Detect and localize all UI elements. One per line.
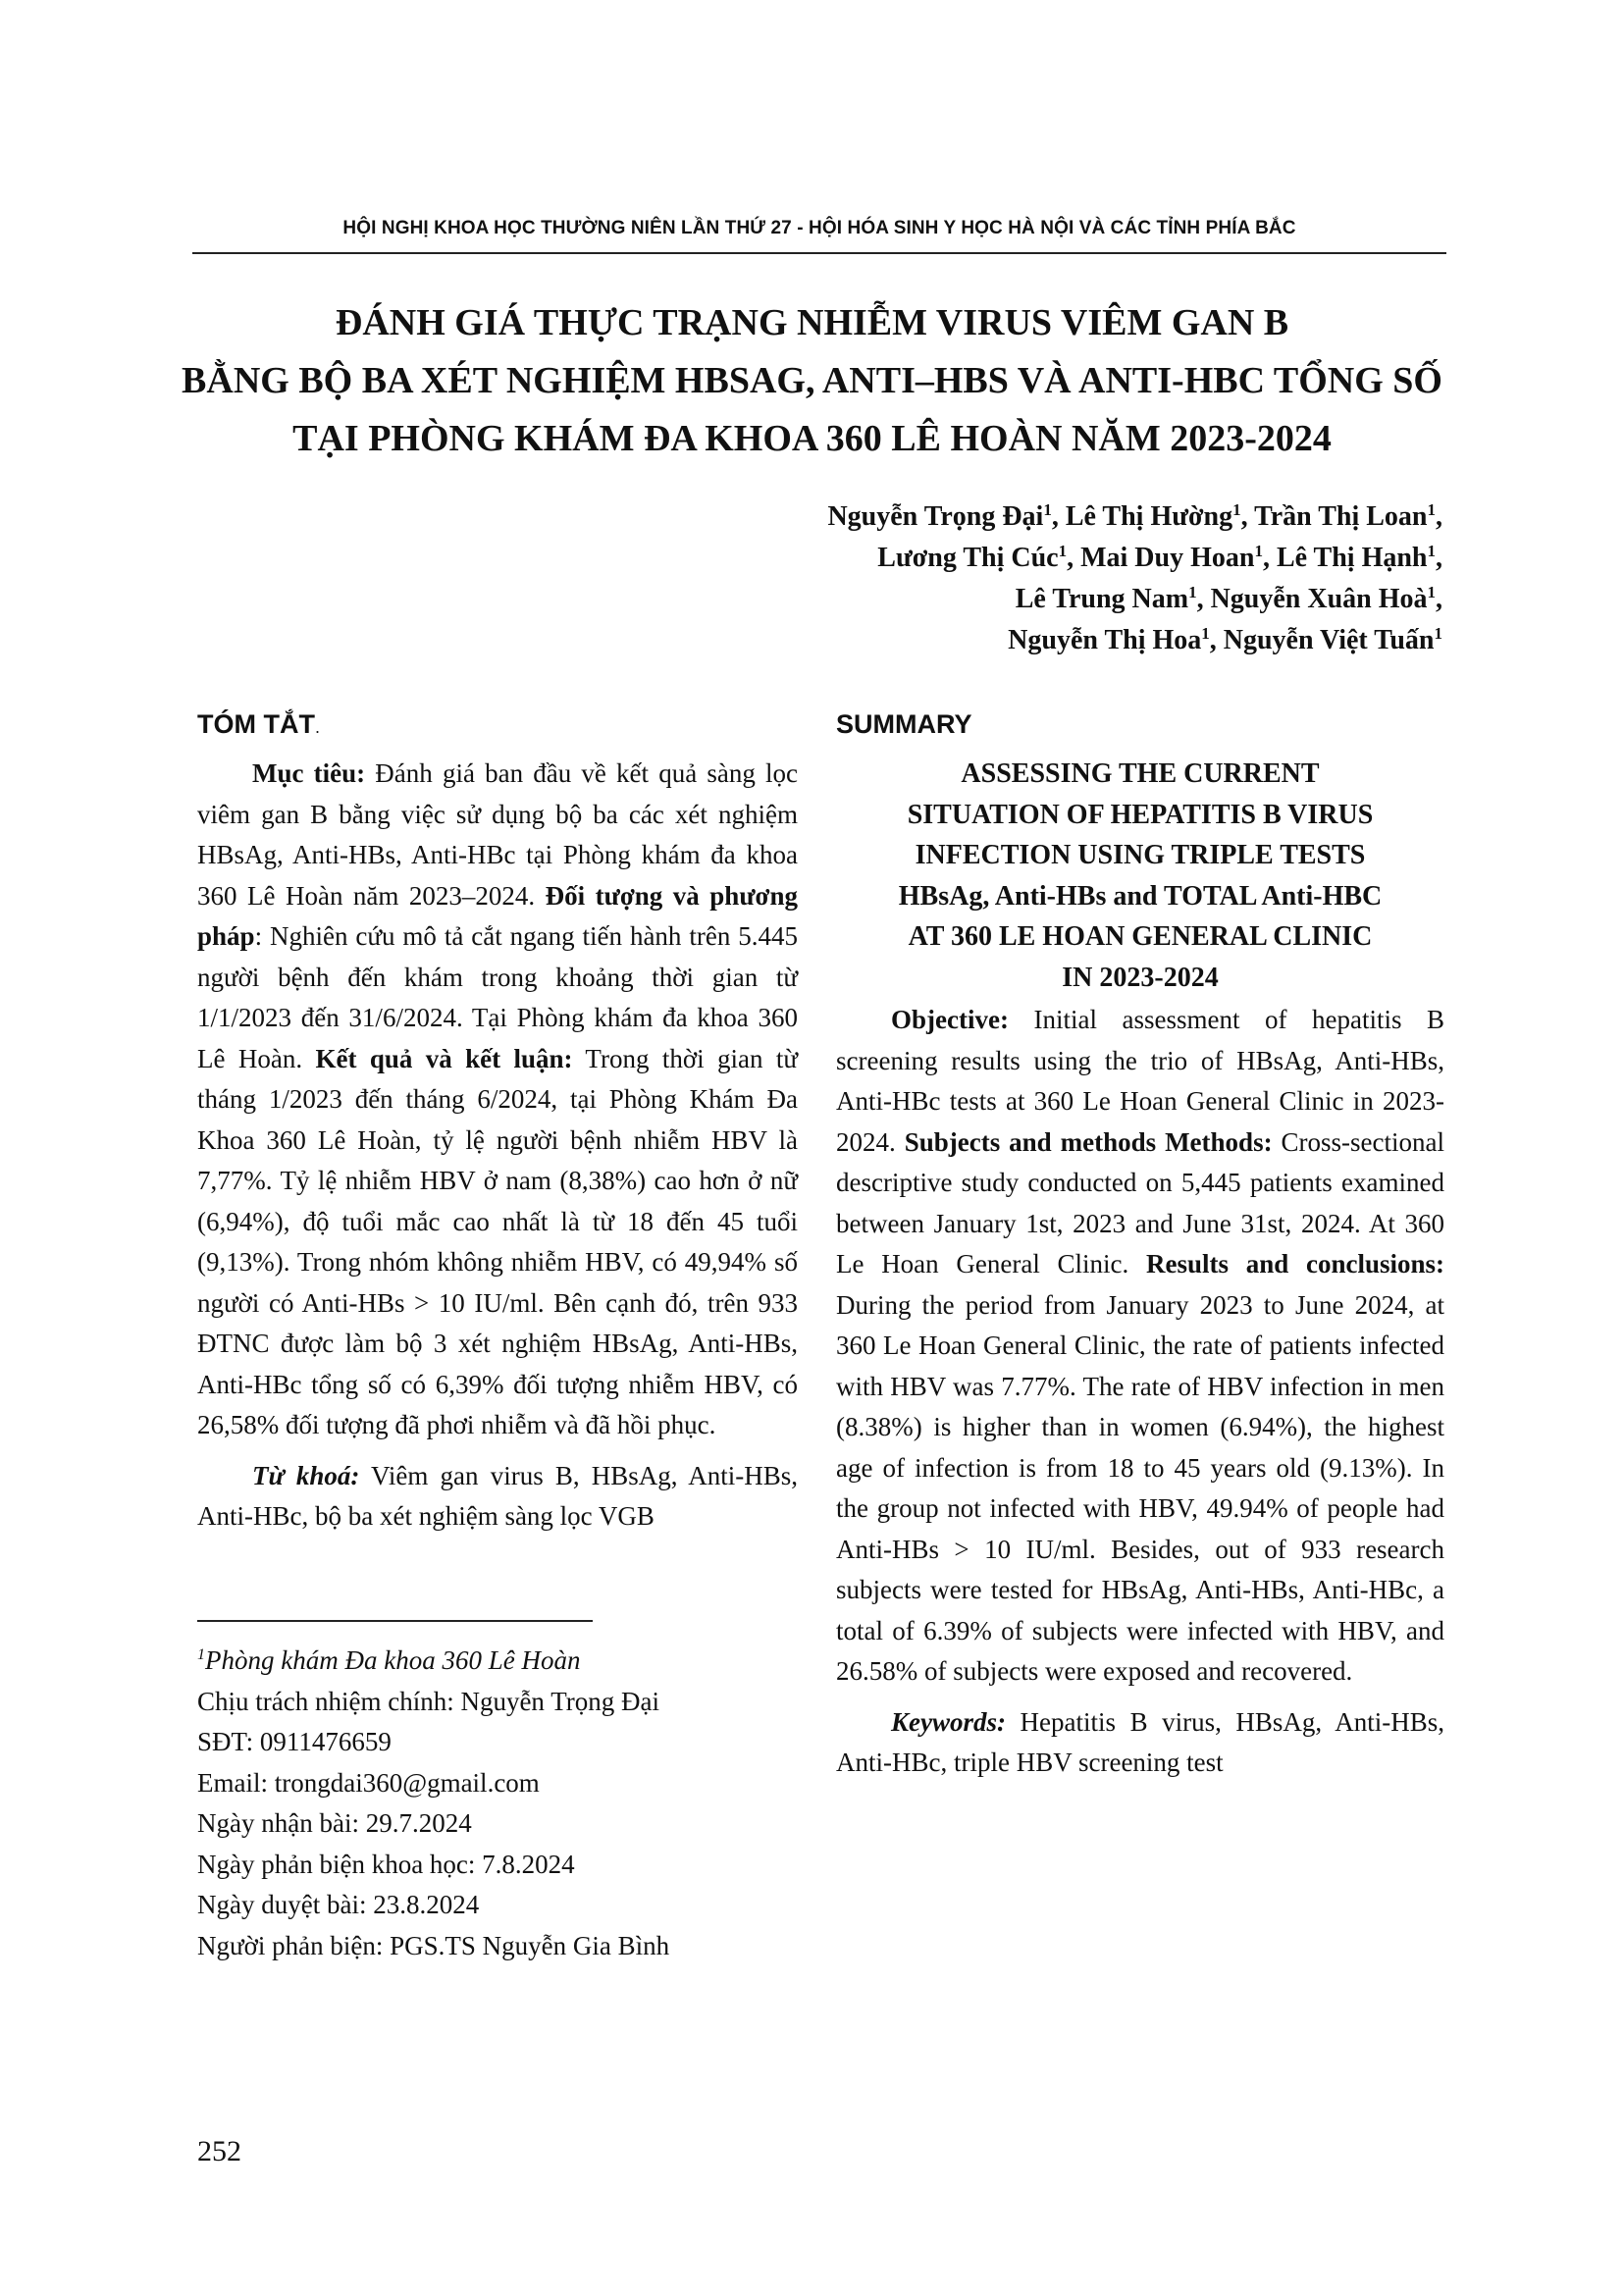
date-reviewed: Ngày phản biện khoa học: 7.8.2024 (197, 1849, 575, 1879)
english-title-line: ASSESSING THE CURRENT (961, 758, 1320, 789)
affiliation-mark: 1 (1427, 500, 1436, 519)
author-name: Mai Duy Hoan (1080, 543, 1255, 573)
author-line (827, 579, 1442, 620)
paper-title (167, 294, 1457, 468)
separator: , (1209, 625, 1217, 655)
header-divider (192, 252, 1446, 254)
affiliation-text: Phòng khám Đa khoa 360 Lê Hoàn (205, 1645, 581, 1675)
english-title (836, 754, 1444, 998)
corresponding-author: Chịu trách nhiệm chính: Nguyễn Trọng Đại (197, 1686, 659, 1716)
methods-label: Subjects and methods Methods: (904, 1126, 1273, 1157)
methods-text: : Nghiên cứu mô tả cắt ngang tiến hành trên 5.445 người bệnh đến khám trong khoảng thời gian từ 1/1/2023 đến 31/6/2024. Tại Phòng khám đa khoa 360 Lê Hoàn. (197, 921, 798, 1073)
affiliation-mark: 1 (1201, 624, 1210, 643)
affiliation-mark: 1 (197, 1646, 205, 1663)
separator: , (1262, 543, 1270, 573)
author-list (827, 496, 1442, 661)
heading-dot: . (314, 717, 320, 737)
methods-label: Đối tượng và phương pháp (197, 880, 798, 951)
affiliation-mark: 1 (1043, 500, 1052, 519)
results-label: Results and conclusions: (1146, 1249, 1444, 1278)
author-name: Nguyễn Việt Tuấn (1223, 625, 1435, 655)
english-title-line: HBsAg, Anti-HBs and TOTAL Anti-HBC (898, 880, 1383, 912)
methods-text: Cross-sectional descriptive study conducted on 5,445 patients examined between January 1st, 2023 and June 31st, 2024. At 360 Le Hoan General Clinic. (836, 1126, 1444, 1278)
author-line (827, 496, 1442, 538)
author-name: Lê Trung Nam (1015, 584, 1189, 614)
objective-label: Mục tiêu: (252, 758, 366, 788)
footnotes (197, 1641, 669, 1966)
running-header: HỘI NGHỊ KHOA HỌC THƯỜNG NIÊN LẦN THỨ 27 - HỘI HÓA SINH Y HỌC HÀ NỘI VÀ CÁC TỈNH PHÍA BẮC (342, 218, 1296, 238)
keywords-text: Hepatitis B virus, HBsAg, Anti-HBs, Anti-HBc, triple HBV screening test (836, 1706, 1444, 1777)
abstract-en (836, 704, 1444, 1784)
email-address: Email: trongdai360@gmail.com (197, 1767, 540, 1798)
affiliation-footnote (197, 1641, 669, 1682)
affiliation-mark: 1 (1434, 624, 1442, 643)
title-line: TẠI PHÒNG KHÁM ĐA KHOA 360 LÊ HOÀN NĂM 2023-2024 (292, 418, 1332, 459)
affiliation-mark: 1 (1427, 542, 1436, 560)
separator: , (1240, 501, 1248, 532)
author-line (827, 620, 1442, 661)
keywords-paragraph (197, 1456, 798, 1538)
phone-number: SĐT: 0911476659 (197, 1727, 392, 1756)
author-name: Nguyễn Trọng Đại (827, 501, 1044, 532)
reviewer: Người phản biện: PGS.TS Nguyễn Gia Bình (197, 1930, 670, 1960)
author-name: Lê Thị Hường (1065, 501, 1233, 532)
author-line (827, 538, 1442, 579)
separator: , (1436, 584, 1442, 614)
abstract-vi (197, 704, 798, 1538)
english-title-line: IN 2023-2024 (1062, 962, 1219, 993)
english-title-line: INFECTION USING TRIPLE TESTS (915, 840, 1366, 870)
title-line: ĐÁNH GIÁ THỰC TRẠNG NHIỄM VIRUS VIÊM GAN B (335, 302, 1289, 343)
keywords-label: Keywords: (891, 1706, 1006, 1737)
author-name: Trần Thị Loan (1254, 501, 1428, 532)
english-title-line: AT 360 LE HOAN GENERAL CLINIC (908, 921, 1373, 952)
objective-label: Objective: (891, 1005, 1009, 1034)
separator: , (1436, 501, 1442, 532)
heading-text: TÓM TẮT (197, 709, 315, 739)
results-label: Kết quả và kết luận: (315, 1043, 573, 1073)
title-line: BẰNG BỘ BA XÉT NGHIỆM HBSAG, ANTI–HBS VÀ ANTI-HBC TỔNG SỐ (182, 360, 1442, 401)
author-name: Lê Thị Hạnh (1276, 543, 1428, 573)
page-number: 252 (197, 2135, 241, 2167)
objective-text: Initial assessment of hepatitis B screening results using the trio of HBsAg, Anti-HBs, Anti-HBc tests at 360 Le Hoan General Clinic in 2023-2024. (836, 1005, 1444, 1157)
separator: , (1051, 501, 1059, 532)
affiliation-mark: 1 (1232, 500, 1241, 519)
objective-text: Đánh giá ban đầu về kết quả sàng lọc viêm gan B bằng việc sử dụng bộ ba các xét nghiệm HBsAg, Anti-HBs, Anti-HBc tại Phòng khám đa khoa 360 Lê Hoàn năm 2023–2024. (197, 758, 798, 911)
affiliation-mark: 1 (1058, 542, 1068, 560)
results-text: During the period from January 2023 to June 2024, at 360 Le Hoan General Clinic, the rate of patients infected with HBV was 7.77%. The rate of HBV infection in men (8.38%) is higher than in women (6.94%), the highest age of infection is from 18 to 45 years old (9.13%). In the group not infected with HBV, 49.94% of people had Anti-HBs > 10 IU/ml. Besides, out of 933 research subjects were tested for HBsAg, Anti-HBs, Anti-HBc, a total of 6.39% of subjects were infected with HBV, and 26.58% of subjects were exposed and recovered. (836, 1289, 1444, 1686)
keywords-text: Viêm gan virus B, HBsAg, Anti-HBs, Anti-HBc, bộ ba xét nghiệm sàng lọc VGB (197, 1460, 798, 1531)
separator: , (1436, 543, 1442, 573)
english-title-line: SITUATION OF HEPATITIS B VIRUS (907, 799, 1374, 830)
footnote-divider (197, 1620, 593, 1622)
summary-paragraph (836, 1000, 1444, 1693)
author-name: Lương Thị Cúc (877, 543, 1059, 573)
affiliation-mark: 1 (1188, 583, 1197, 601)
section-heading-en: SUMMARY (836, 709, 972, 739)
abstract-paragraph (197, 754, 798, 1446)
section-heading-vi (197, 704, 798, 754)
separator: , (1196, 584, 1204, 614)
results-text: Trong thời gian từ tháng 1/2023 đến tháng 6/2024, tại Phòng Khám Đa Khoa 360 Lê Hoàn, tỷ lệ người bệnh nhiễm HBV là 7,77%. Tỷ lệ nhiễm HBV ở nam (8,38%) cao hơn ở nữ (6,94%), độ tuổi mắc cao nhất là từ 18 đến 45 tuổi (9,13%). Trong nhóm không nhiễm HBV, có 49,94% số người có Anti-HBs > 10 IU/ml. Bên cạnh đó, trên 933 ĐTNC được làm bộ 3 xét nghiệm HBsAg, Anti-HBs, Anti-HBc tổng số có 6,39% đối tượng nhiễm HBV, có 26,58% đối tượng đã phơi nhiễm và đã hồi phục. (197, 1043, 798, 1439)
author-name: Nguyễn Thị Hoa (1008, 625, 1202, 655)
date-received: Ngày nhận bài: 29.7.2024 (197, 1808, 472, 1838)
date-accepted: Ngày duyệt bài: 23.8.2024 (197, 1890, 480, 1919)
affiliation-mark: 1 (1254, 542, 1263, 560)
keywords-label: Từ khoá: (252, 1460, 360, 1490)
separator: , (1067, 543, 1074, 573)
keywords-paragraph (836, 1702, 1444, 1784)
author-name: Nguyễn Xuân Hoà (1210, 584, 1428, 614)
affiliation-mark: 1 (1427, 583, 1436, 601)
